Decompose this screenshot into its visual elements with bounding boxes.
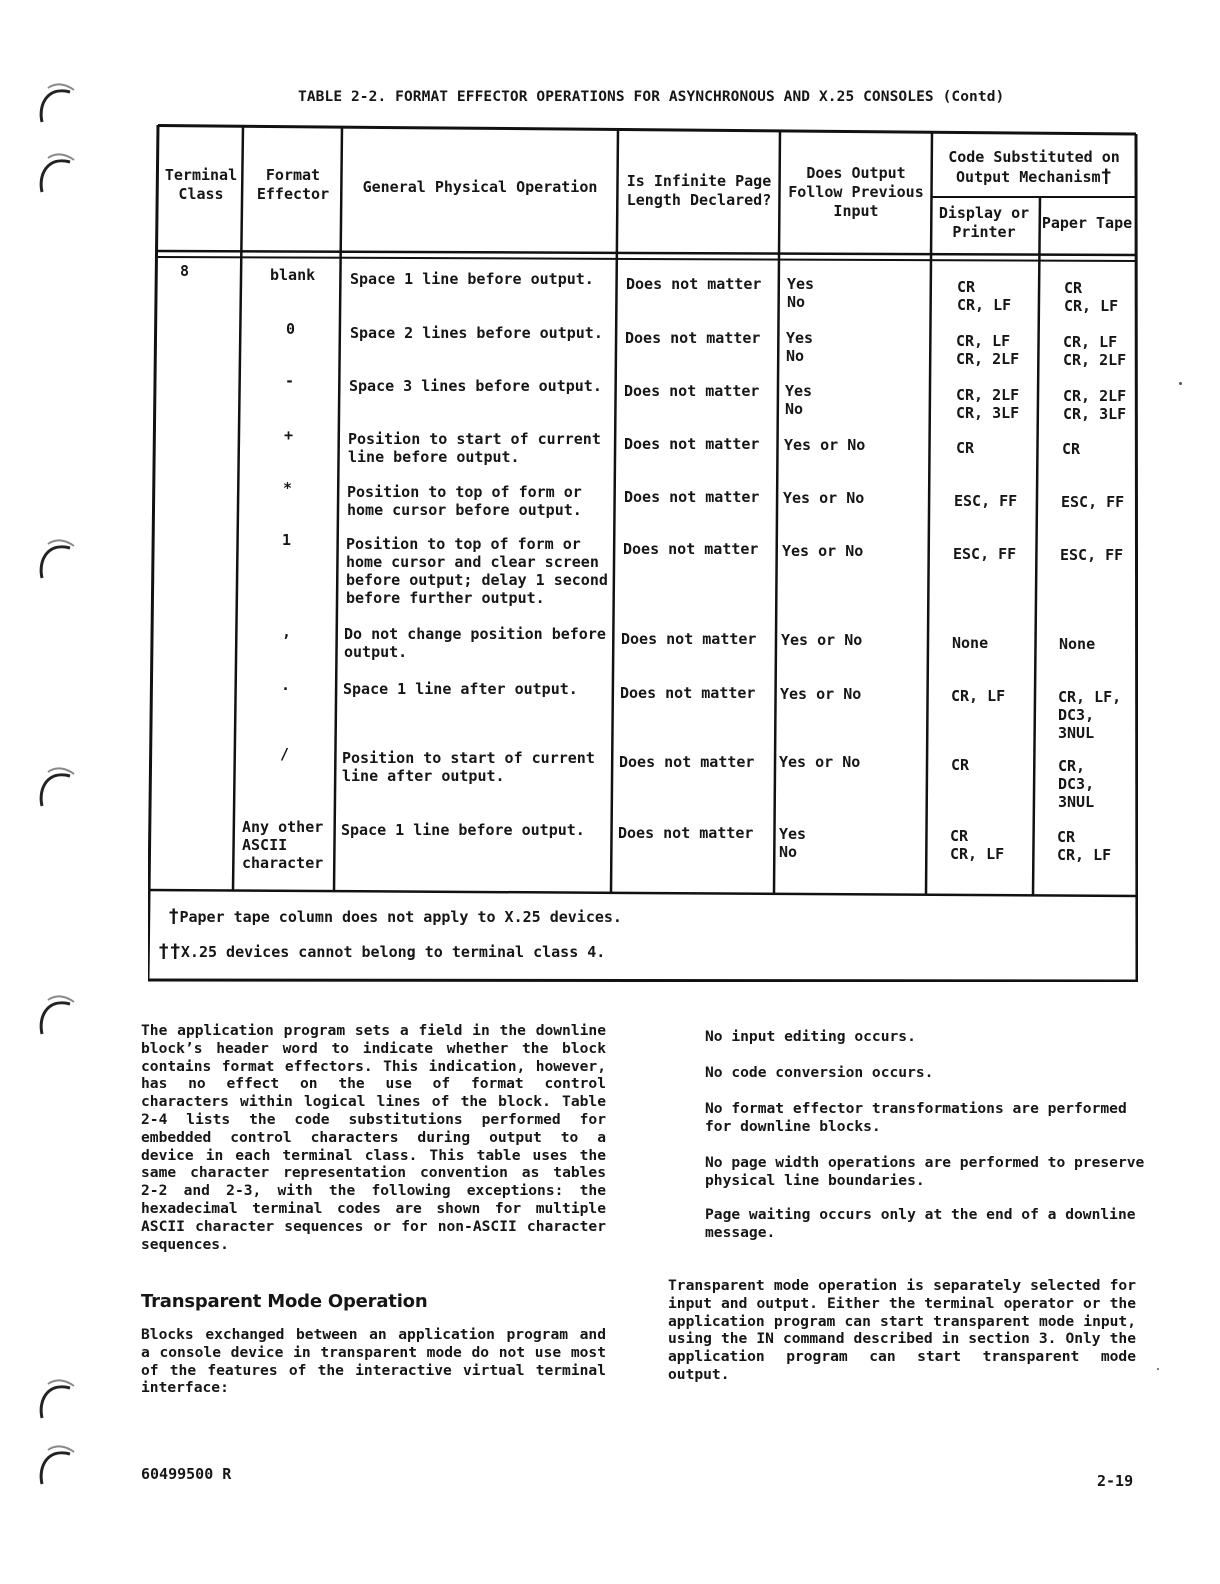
section-heading: Transparent Mode Operation: [141, 1291, 428, 1312]
cell-infinite: Does not matter: [618, 824, 754, 842]
cell-infinite: Does not matter: [619, 753, 755, 771]
body-paragraph-format-effectors: The application program sets a field in the downline block’s header word to indicate whether the block contains format effectors. This indication, however, has no effect on the use of format control characters within logical lines of the block. Table 2-4 lists the code substitutions performed for embedded control characters during output to a device in each terminal class. This table uses the same character representation convention as tables 2-2 and 2-3, with the following exceptions: the hexadecimal terminal codes are shown for multiple ASCII character sequences or for non-ASCII character sequences.: [141, 1022, 606, 1253]
cell-follow: Yes or No: [784, 436, 866, 454]
cell-effector: +: [284, 426, 294, 444]
cell-effector: /: [280, 745, 290, 763]
cell-paper: CR CR, LF: [1057, 828, 1112, 864]
cell-operation: Position to start of current line before output.: [348, 430, 601, 466]
cell-follow: Yes or No: [779, 753, 861, 771]
cell-follow: Yes or No: [782, 542, 864, 560]
list-item: No input editing occurs.: [705, 1028, 916, 1045]
footnote-text: X.25 devices cannot belong to terminal class 4.: [180, 943, 606, 961]
cell-paper: ESC, FF: [1061, 493, 1125, 511]
cell-follow: Yes No: [785, 382, 813, 418]
cell-operation: Do not change position before output.: [344, 625, 606, 661]
cell-infinite: Does not matter: [624, 382, 760, 400]
cell-follow: Yes or No: [781, 631, 863, 649]
cell-display: CR, LF CR, 2LF: [956, 332, 1020, 368]
format-effector-table: [148, 124, 1138, 982]
cell-operation: Space 3 lines before output.: [349, 377, 602, 395]
header-paper-tape: Paper Tape: [1041, 214, 1133, 232]
cell-infinite: Does not matter: [623, 540, 759, 558]
binder-hole-mark: [28, 990, 76, 1038]
cell-paper: CR, LF CR, 2LF: [1063, 333, 1127, 369]
list-item: No page width operations are performed to preserve physical line boundaries.: [705, 1154, 1145, 1189]
cell-effector: 0: [286, 320, 296, 338]
cell-operation: Position to start of current line after output.: [342, 749, 595, 785]
header-general-physical-operation: General Physical Operation: [362, 178, 598, 196]
cell-infinite: Does not matter: [621, 630, 757, 648]
cell-paper: CR, DC3, 3NUL: [1058, 757, 1095, 811]
cell-operation: Space 1 line before output.: [350, 270, 594, 288]
document-number: 60499500 R: [141, 1465, 232, 1483]
cell-infinite: Does not matter: [620, 684, 756, 702]
footnote-double-dagger-mark: ††: [158, 940, 181, 962]
binder-hole-mark: [28, 78, 76, 126]
cell-infinite: Does not matter: [626, 275, 762, 293]
binder-hole-mark: [28, 762, 76, 810]
cell-paper: ESC, FF: [1060, 546, 1124, 564]
scan-speck: [1179, 382, 1182, 385]
cell-follow: Yes No: [786, 329, 814, 365]
binder-hole-mark: [28, 148, 76, 196]
cell-follow: Yes or No: [783, 489, 865, 507]
header-terminal-class: Terminal Class: [164, 166, 238, 203]
body-paragraph-transparent-intro: Blocks exchanged between an application program and a console device in transparent mode do not use most of the features of the interactive virtual terminal interface:: [141, 1326, 606, 1397]
cell-infinite: Does not matter: [624, 488, 760, 506]
header-display-printer: Display or Printer: [938, 204, 1030, 241]
footnote-text: Paper tape column does not apply to X.25 devices.: [179, 908, 622, 926]
cell-effector: *: [283, 479, 293, 497]
footnote-dagger-mark: †: [168, 905, 180, 927]
cell-operation: Position to top of form or home cursor and clear screen before output; delay 1 second before further output.: [346, 535, 608, 607]
terminal-class-value: 8: [180, 262, 190, 280]
cell-effector: 1: [282, 531, 292, 549]
table-title: TABLE 2-2. FORMAT EFFECTOR OPERATIONS FOR ASYNCHRONOUS AND X.25 CONSOLES (Contd): [298, 89, 1005, 105]
cell-paper: CR CR, LF: [1064, 279, 1119, 315]
binder-hole-mark: [28, 1374, 76, 1422]
header-infinite-page: Is Infinite Page Length Declared?: [626, 172, 772, 209]
cell-effector: -: [285, 372, 295, 390]
cell-infinite: Does not matter: [625, 329, 761, 347]
cell-effector: .: [281, 676, 291, 694]
header-format-effector: Format Effector: [256, 166, 330, 203]
table-footnote: [158, 940, 605, 962]
body-paragraph-transparent-selection: Transparent mode operation is separately selected for input and output. Either the terminal operator or the application program can start transparent mode input, using the IN command described in section 3. Only the application program can start transparent mode output.: [668, 1277, 1136, 1383]
cell-infinite: Does not matter: [624, 435, 760, 453]
list-item: No format effector transformations are performed for downline blocks.: [705, 1100, 1127, 1135]
cell-effector: blank: [270, 266, 316, 284]
cell-display: CR CR, LF: [950, 827, 1005, 863]
binder-hole-mark: [28, 1440, 76, 1488]
cell-operation: Space 1 line after output.: [343, 680, 578, 698]
binder-hole-mark: [28, 534, 76, 582]
table-footnote: [168, 905, 622, 927]
cell-paper: CR, 2LF CR, 3LF: [1063, 387, 1127, 423]
cell-display: CR CR, LF: [957, 278, 1012, 314]
cell-follow: Yes No: [787, 275, 815, 311]
cell-display: CR: [951, 756, 970, 774]
cell-display: CR: [956, 439, 975, 457]
cell-effector: ,: [282, 623, 292, 641]
header-code-substituted: [936, 148, 1132, 187]
cell-display: CR, LF: [951, 687, 1006, 705]
header-output-follow: Does Output Follow Previous Input: [788, 164, 924, 220]
cell-follow: Yes or No: [780, 685, 862, 703]
scan-speck: [1157, 1368, 1159, 1370]
cell-operation: Position to top of form or home cursor before output.: [347, 483, 582, 519]
cell-display: CR, 2LF CR, 3LF: [956, 386, 1020, 422]
cell-paper: None: [1059, 635, 1096, 653]
cell-paper: CR, LF, DC3, 3NUL: [1058, 688, 1122, 742]
cell-paper: CR: [1062, 440, 1081, 458]
cell-display: ESC, FF: [953, 545, 1017, 563]
cell-effector: Any other ASCII character: [242, 818, 324, 872]
cell-operation: Space 1 line before output.: [341, 821, 585, 839]
list-item: Page waiting occurs only at the end of a downline message.: [705, 1206, 1136, 1241]
cell-display: ESC, FF: [954, 492, 1018, 510]
page-number: 2-19: [1097, 1472, 1134, 1490]
list-item: No code conversion occurs.: [705, 1064, 934, 1081]
header-code-substituted-label: Code Substituted on Output Mechanism: [948, 148, 1120, 186]
footnote-dagger-mark: †: [1100, 165, 1112, 187]
cell-display: None: [952, 634, 989, 652]
cell-operation: Space 2 lines before output.: [350, 324, 603, 342]
cell-follow: Yes No: [779, 825, 807, 861]
